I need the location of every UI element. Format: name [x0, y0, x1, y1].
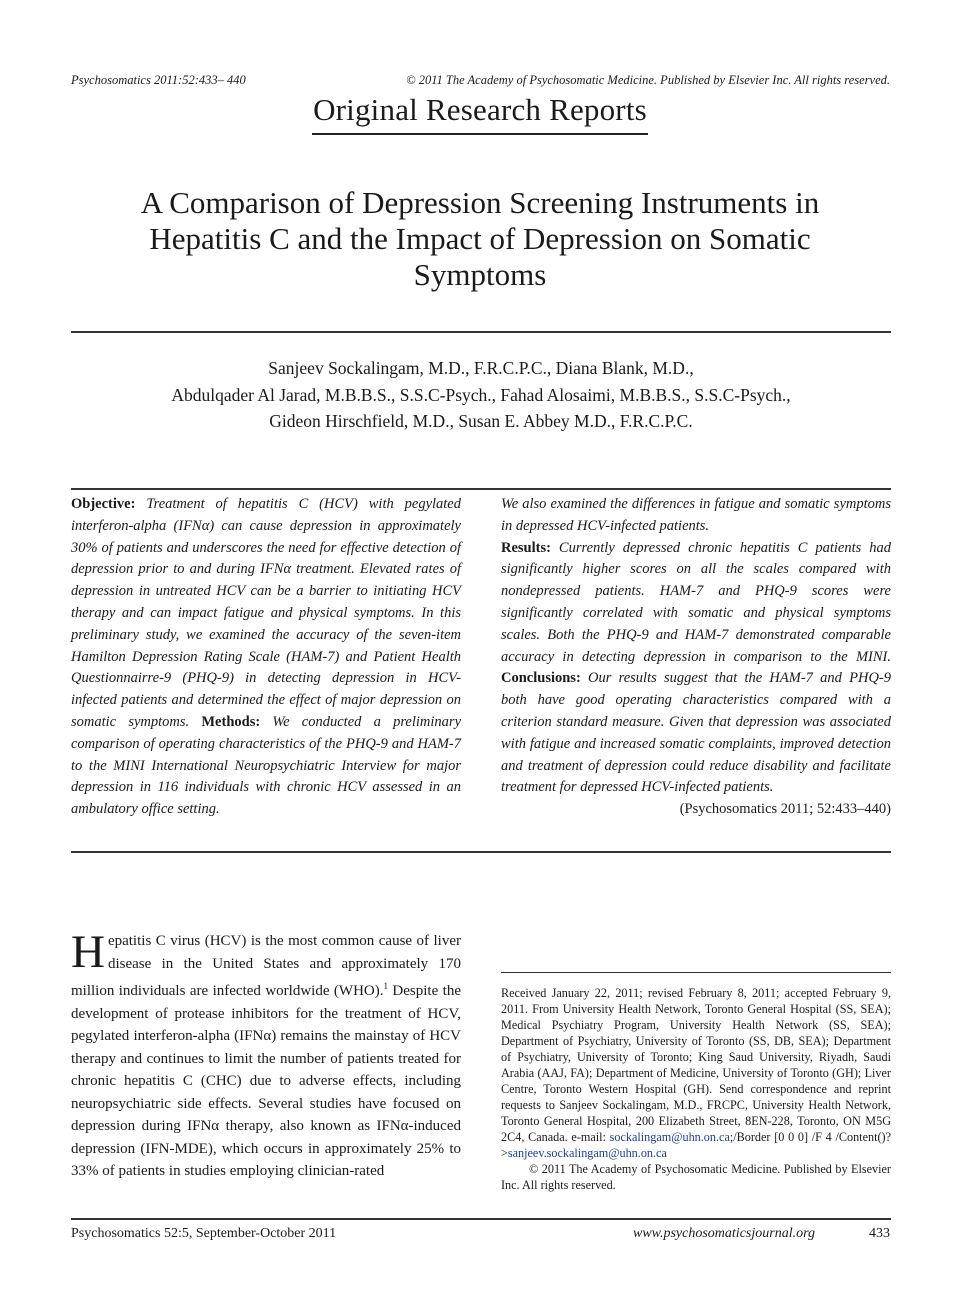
author-line: Sanjeev Sockalingam, M.D., F.R.C.P.C., Diana Blank, M.D., [268, 358, 694, 378]
running-head-copyright: © 2011 The Academy of Psychosomatic Medicine. Published by Elsevier Inc. All rights reserved. [406, 73, 890, 87]
abstract-column-right [501, 494, 891, 821]
footnote-text: Received January 22, 2011; revised February 8, 2011; accepted February 9, 2011. From University Health Network, Toronto General Hospital (SS, SEA); Medical Psychiatry Program, University Health Network (SS, SEA); Department of Psychiatry, University of Toronto (SS, DB, SEA); Department of Psychiatry, University of Toronto; King Saud University, Riyadh, Saudi Arabia (AAJ, FA); Department of Medicine, University of Toronto (GH); Liver Centre, Toronto Western Hospital (GH). Send correspondence and reprint requests to Sanjeev Sockalingam, M.D., FRCPC, University Health Network, Toronto General Hospital, 200 Elizabeth Street, 8EN-228, Toronto, ON M5G 2C4, Canada. e-mail: [501, 986, 891, 1144]
email-link[interactable]: sockalingam@uhn.on.ca [609, 1130, 730, 1144]
footer-journal: Psychosomatics 52:5, September-October 2011 [71, 1226, 337, 1241]
methods-text-continued: We also examined the differences in fatigue and somatic symptoms in depressed HCV-infected patients. [501, 496, 891, 534]
methods-text: We conducted a preliminary comparison of operating characteristics of the PHQ-9 and HAM-7 to the MINI International Neuropsychiatric Interview for major depression in 116 individuals with chronic HCV assessed in an ambulatory office setting. [71, 713, 462, 818]
footnote-artifact: ;/Border [0 0 0] /F 4 /Content()?> [501, 1130, 891, 1160]
results-label: Results: [501, 539, 551, 556]
reference-superscript[interactable]: 1 [383, 981, 388, 991]
footer-divider [71, 1218, 891, 1220]
body-paragraph: epatitis C virus (HCV) is the most common cause of liver disease in the United States and approximately 170 million individuals are infected worldwide (WHO). [71, 933, 461, 999]
article-title: A Comparison of Depression Screening Instruments in Hepatitis C and the Impact of Depression on Somatic Symptoms [140, 185, 820, 292]
body-text [71, 926, 461, 1183]
title-divider [71, 331, 891, 333]
footer-url[interactable]: www.psychosomaticsjournal.org [633, 1226, 816, 1241]
abstract-citation: (Psychosomatics 2011; 52:433–440) [679, 801, 891, 818]
objective-label: Objective: [71, 496, 136, 512]
objective-text: Treatment of hepatitis C (HCV) with pegylated interferon-alpha (IFNα) can cause depression in approximately 30% of patients and underscores the need for effective detection of depression prior to and during IFNα treatment. Elevated rates of depression in untreated HCV can be a barrier to initiating HCV therapy and can impact fatigue and physical symptoms. In this preliminary study, we examined the accuracy of the seven-item Hamilton Depression Rating Scale (HAM-7) and Patient Health Questionnairre-9 (PHQ-9) in detecting depression in HCV-infected patients and determined the effect of major depression on somatic symptoms. [71, 496, 461, 730]
section-title-text: Original Research Reports [312, 92, 648, 135]
abstract-column-left [71, 494, 461, 821]
body-paragraph-cont: Despite the development of protease inhibitors for the treatment of HCV, pegylated interferon-alpha (IFNα) remains the mainstay of HCV therapy and continues to limit the number of patients treated for chronic hepatitis C (CHC) due to adverse effects, including neuropsychiatric side effects. Several studies have focused on depression during IFNα therapy, also known as IFNα-induced depression (IFN-MDE), which occurs in approximately 25% to 33% of patients in studies employing clinician-rated [71, 983, 461, 1179]
methods-label: Methods: [201, 713, 261, 730]
article-footnote [501, 985, 891, 1193]
running-head-citation: Psychosomatics 2011:52:433– 440 [71, 73, 246, 87]
drop-cap: H [71, 926, 105, 978]
footnote-copyright: © 2011 The Academy of Psychosomatic Medicine. Published by Elsevier Inc. All rights reserved. [501, 1162, 891, 1192]
results-text: Currently depressed chronic hepatitis C patients had significantly higher scores on all the scales compared with nondepressed patients. HAM-7 and PHQ-9 scores were significantly correlated with somatic and physical symptoms scales. Both the PHQ-9 and HAM-7 demonstrated comparable accuracy in detecting depression in comparison to the MINI. [501, 539, 891, 665]
abstract-top-divider [71, 488, 891, 490]
author-line: Gideon Hirschfield, M.D., Susan E. Abbey M.D., F.R.C.P.C. [269, 411, 693, 431]
abstract-bottom-divider [71, 851, 891, 853]
page-number: 433 [869, 1226, 890, 1241]
conclusions-label: Conclusions: [501, 670, 581, 687]
author-list [71, 355, 891, 435]
author-line: Abdulqader Al Jarad, M.B.B.S., S.S.C-Psych., Fahad Alosaimi, M.B.B.S., S.S.C-Psych., [171, 384, 791, 405]
conclusions-text: Our results suggest that the HAM-7 and PHQ-9 both have good operating characteristics compared with a criterion standard measure. Given that depression was associated with fatigue and increased somatic complaints, improved detection and treatment of depression could reduce disability and facilitate treatment for depressed HCV-infected patients. [501, 670, 891, 796]
section-title [0, 92, 960, 135]
footnote-divider [501, 972, 891, 973]
email-link[interactable]: sanjeev.sockalingam@uhn.on.ca [507, 1146, 667, 1160]
